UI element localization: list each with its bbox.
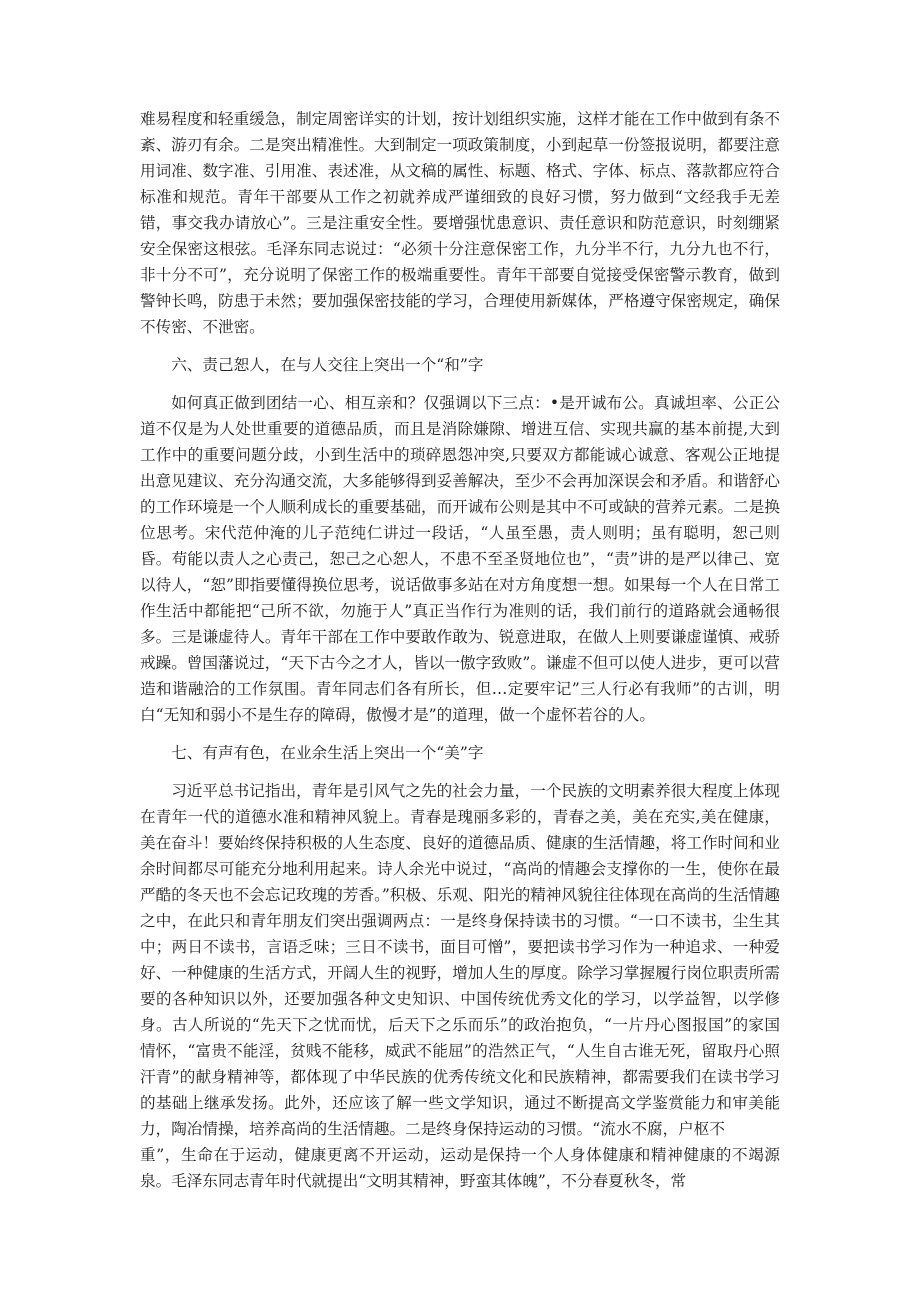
document-page [140,106,780,1194]
section-7-paragraph-continued: 重”，生命在于运动，健康更离不开运动，运动是保持一个人身体健康和精神健康的不竭源泉。毛泽东同志青年时代就提出“文明其精神，野蛮其体魄”，不分春夏秋冬，常 [140,1146,780,1190]
section-7-heading: 七、有声有色，在业余生活上突出一个“美”字 [171,744,484,762]
section-6-heading: 六、责己恕人，在与人交往上突出一个“和”字 [171,356,484,374]
section-7-paragraph: 习近平总书记指出，青年是引风气之先的社会力量，一个民族的文明素养很大程度上体现在青年一代的道德水准和精神风貌上。青春是瑰丽多彩的，青春之美，美在充实,美在健康，美在奋斗！要始终保持积极的人生态度、良好的道德品质、健康的生活情趣，将工作时间和业余时间都尽可能充分地利用起来。诗人余光中说过，“高尚的情趣会支撑你的一生，使你在最严酷的冬天也不会忘记玫瑰的芳香。”积极、乐观、阳光的精神风貌往往体现在高尚的生活情趣之中，在此只和青年朋友们突出强调两点：一是终身保持读书的习惯。“一口不读书，尘生其中；两日不读书，言语乏味；三日不读书，面目可憎”，要把读书学习作为一种追求、一种爱好、一种健康的生活方式，开阔人生的视野，增加人生的厚度。除学习掌握履行岗位职责所需要的各种知识以外，还要加强各种文史知识、中国传统优秀文化的学习，以学益智，以学修身。古人所说的“先天下之忧而忧，后天下之乐而乐”的政治抱负，“一片丹心图报国”的家国情怀，“富贵不能淫，贫贱不能移，威武不能屈”的浩然正气，“人生自古谁无死，留取丹心照汗青”的献身精神等，都体现了中华民族的优秀传统文化和民族精神，都需要我们在读书学习的基础上继承发扬。此外，还应该了解一些文学知识，通过不断提高文学鉴赏能力和审美能力，陶冶情操，培养高尚的生活情趣。二是终身保持运动的习惯。“流水不腐，户枢不 [140,782,780,1138]
section-6-paragraph: 如何真正做到团结一心、相互亲和？仅强调以下三点：•是开诚布公。真诚坦率、公正公道不仅是为人处世重要的道德品质，而且是消除嫌隙、增进互信、实现共赢的基本前提,大到工作中的重要问题分歧，小到生活中的琐碎恩怨冲突,只要双方都能诚心诚意、客观公正地提出意见建议、充分沟通交流，大多能够得到妥善解决，至少不会再加深误会和矛盾。和谐舒心的工作环境是一个人顺利成长的重要基础，而开诚布公则是其中不可或缺的营养元素。二是换位思考。宋代范仲淹的儿子范纯仁讲过一段话，“人虽至愚，责人则明；虽有聪明，恕己则昏。苟能以责人之心责己，恕己之心恕人，不患不至圣贤地位也”，“责”讲的是严以律己、宽以待人，“恕”即指要懂得换位思考，说话做事多站在对方角度想一想。如果每一个人在日常工作生活中都能把“己所不欲，勿施于人”真正当作行为准则的话，我们前行的道路就会通畅很多。三是谦虚待人。青年干部在工作中要敢作敢为、锐意进取，在做人上则要谦虚谨慎、戒骄戒躁。曾国藩说过，“天下古今之才人，皆以一傲字致败”。谦虚不但可以使人进步，更可以营造和谐融洽的工作氛围。青年同志们各有所长，但…定要牢记”三人行必有我师”的古训，明白“无知和弱小不是生存的障碍，傲慢才是”的道理，做一个虚怀若谷的人。 [140,394,780,724]
intro-paragraph: 难易程度和轻重缓急，制定周密详实的计划，按计划组织实施，这样才能在工作中做到有条不紊、游刃有余。二是突出精准性。大到制定一项政策制度，小到起草一份签报说明，都要注意用词准、数字准、引用准、表述准，从文稿的属性、标题、格式、字体、标点、落款都应符合标准和规范。青年干部要从工作之初就养成严谨细致的良好习惯，努力做到“文经我手无差错，事交我办请放心”。三是注重安全性。要增强忧患意识、责任意识和防范意识，时刻绷紧安全保密这根弦。毛泽东同志说过：“必须十分注意保密工作，九分半不行，九分九也不行，非十分不可”，充分说明了保密工作的极端重要性。青年干部要自觉接受保密警示教育，做到警钟长鸣，防患于未然；要加强保密技能的学习，合理使用新媒体，严格遵守保密规定，确保不传密、不泄密。 [140,110,780,336]
